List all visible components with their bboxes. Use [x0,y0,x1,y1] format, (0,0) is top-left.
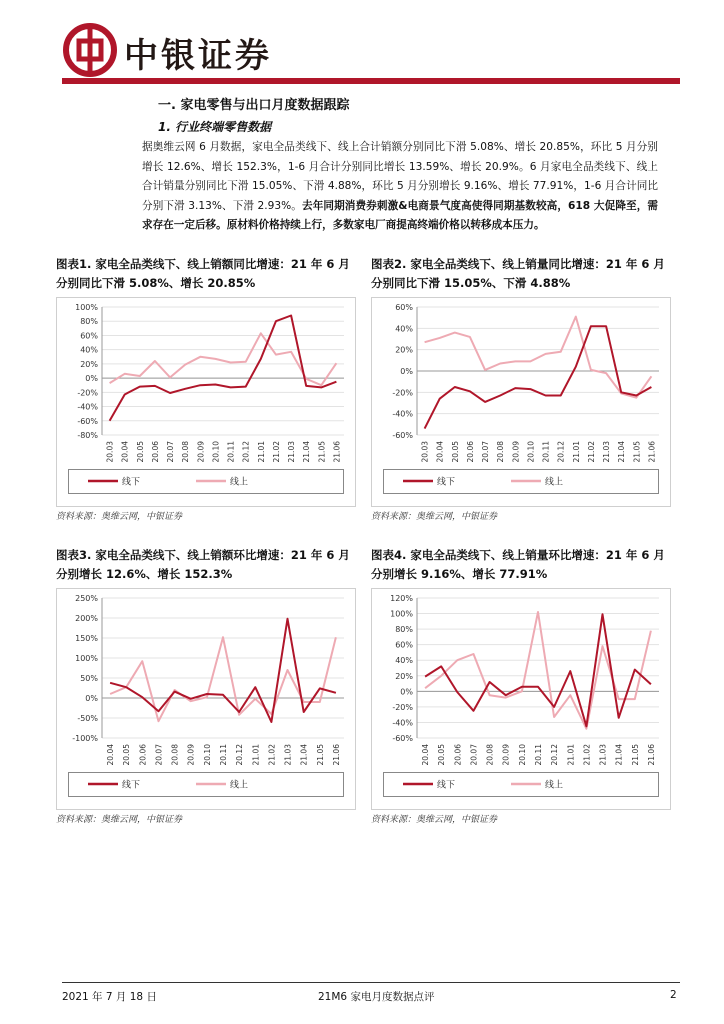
chart-4-plot [371,588,671,810]
x-tick-label: 20.12 [241,441,251,463]
legend-label: 线上 [545,477,564,488]
chart-title: 图表4. 家电全品类线下、线上销量环比增速：21 年 6 月分别增长 9.16%、增长 77.91% [371,548,665,581]
y-tick-label: -20% [392,388,413,398]
chart-source: 资料来源：奥维云网，中银证券 [371,512,498,522]
y-tick-label: -50% [77,714,98,723]
body-paragraph [142,138,658,236]
x-tick-label: 20.05 [135,441,145,463]
x-tick-label: 20.11 [226,441,236,463]
x-tick-label: 21.05 [317,441,327,463]
x-tick-label: 20.09 [511,441,521,463]
x-tick-label: 20.10 [517,744,527,766]
y-tick-label: 0% [400,367,413,376]
paragraph-bold: 去年同期消费券刺激&电商景气度高使得同期基数较高，618 大促降至，需求存在一定后移。原材料价格持续上行，多数家电厂商提高终端价格以转移成本压力。 [142,199,658,231]
y-tick-label: 40% [80,345,98,355]
section-title: 一. 家电零售与出口月度数据跟踪 [158,98,350,113]
x-tick-label: 20.09 [186,744,196,766]
chart-4 [371,546,671,825]
y-tick-label: 60% [395,640,413,650]
y-tick-label: 120% [390,594,413,603]
y-tick-label: -40% [392,718,413,728]
y-tick-label: 250% [75,594,98,603]
y-tick-label: 80% [395,625,413,635]
y-tick-label: -20% [392,702,413,712]
legend-label: 线下 [122,477,141,488]
x-tick-label: 21.03 [287,441,297,463]
x-tick-label: 21.02 [586,441,596,463]
legend-label: 线上 [230,780,249,791]
x-tick-label: 20.05 [437,744,447,766]
chart-source: 资料来源：奥维云网，中银证券 [371,815,498,825]
chart-1-plot [56,297,356,507]
y-tick-label: 100% [390,609,413,619]
x-tick-label: 21.03 [602,441,612,463]
x-tick-label: 20.04 [421,744,431,766]
footer-date: 2021 年 7 月 18 日 [62,991,157,1003]
chart-title: 图表3. 家电全品类线下、线上销额环比增速：21 年 6 月分别增长 12.6%、增长 152.3% [56,548,350,581]
x-tick-label: 20.06 [465,441,475,463]
legend-label: 线上 [545,780,564,791]
x-tick-label: 20.08 [485,744,495,766]
x-tick-label: 20.05 [122,744,132,766]
x-tick-label: 20.04 [120,441,130,463]
chart-3 [56,546,356,825]
paragraph-normal: 据奥维云网 6 月数据，家电全品类线下、线上合计销额分别同比下滑 5.08%、增长 20.85%，环比 5 月分别增长 12.6%、增长 152.3%，1-6 月合计分别同比增长 13.59%、增长 20.9%。6 月家电全品类线下、线上合计销量分别同比下滑 15.05%、下滑 4.88%，环比 5 月分别增长 9.16%、增长 77.91%，1-6 月合计同比分别下滑 3.13%、下滑 2.93%。 [142,141,658,212]
x-tick-label: 21.06 [647,441,657,463]
y-tick-label: 60% [80,331,98,341]
y-tick-label: -60% [392,734,413,743]
legend-label: 线上 [230,477,249,488]
y-tick-label: -20% [77,388,98,398]
y-tick-label: 50% [80,674,98,683]
legend-label: 线下 [437,780,456,791]
x-tick-label: 21.02 [582,744,592,766]
x-tick-label: 21.04 [617,441,627,463]
y-tick-label: 20% [80,359,98,369]
x-tick-label: 20.09 [501,744,511,766]
chart-source: 资料来源：奥维云网，中银证券 [56,512,183,522]
x-tick-label: 20.10 [526,441,536,463]
x-tick-label: 20.08 [170,744,180,766]
y-tick-label: 0% [85,374,98,384]
x-tick-label: 21.06 [646,744,656,766]
chart-source: 资料来源：奥维云网，中银证券 [56,815,183,825]
y-tick-label: -80% [77,431,98,440]
y-tick-label: 100% [75,303,98,312]
bank-of-china-logo [62,22,118,78]
x-tick-label: 21.02 [271,441,281,463]
footer-title: 21M6 家电月度数据点评 [318,991,435,1003]
x-tick-label: 20.07 [469,744,479,766]
y-tick-label: 40% [395,656,413,666]
y-tick-label: 20% [395,345,413,355]
footer-page: 2 [670,989,677,1001]
x-tick-label: 20.10 [211,441,221,463]
x-tick-label: 20.07 [481,441,491,463]
y-tick-label: 80% [80,317,98,327]
x-tick-label: 20.07 [166,441,176,463]
x-tick-label: 21.03 [283,744,293,766]
x-tick-label: 21.06 [331,744,341,766]
x-tick-label: 21.01 [251,744,261,766]
y-tick-label: 0% [400,687,413,697]
x-tick-label: 21.06 [332,441,342,463]
chart-2 [371,255,671,522]
x-tick-label: 20.12 [556,441,566,463]
x-tick-label: 21.05 [632,441,642,463]
x-tick-label: 20.12 [550,744,560,766]
y-tick-label: -100% [72,734,98,743]
y-tick-label: 100% [75,654,98,663]
y-tick-label: -40% [392,409,413,419]
chart-1 [56,255,356,522]
chart-title: 图表2. 家电全品类线下、线上销量同比增速：21 年 6 月分别同比下滑 15.05%、下滑 4.88% [371,257,665,290]
x-tick-label: 21.05 [315,744,325,766]
x-tick-label: 20.06 [138,744,148,766]
x-tick-label: 20.08 [496,441,506,463]
y-tick-label: 60% [395,303,413,312]
x-tick-label: 20.11 [534,744,543,766]
chart-3-plot [56,588,356,810]
x-tick-label: 21.04 [302,441,312,463]
x-tick-label: 20.04 [435,441,445,463]
x-tick-label: 20.04 [106,744,116,766]
y-tick-label: 200% [75,614,98,623]
x-tick-label: 20.07 [154,744,164,766]
x-tick-label: 20.06 [453,744,463,766]
y-tick-label: 0% [85,694,98,703]
x-tick-label: 20.10 [202,744,212,766]
x-tick-label: 20.09 [196,441,206,463]
x-tick-label: 20.05 [450,441,460,463]
x-tick-label: 21.01 [256,441,266,463]
chart-2-plot [371,297,671,507]
x-tick-label: 20.12 [235,744,245,766]
y-tick-label: -60% [77,416,98,426]
legend-label: 线下 [437,477,456,488]
brand-name: 中银证券 [124,36,272,76]
x-tick-label: 21.05 [630,744,640,766]
x-tick-label: 21.01 [566,744,576,766]
y-tick-label: 150% [75,634,98,643]
y-tick-label: 20% [395,671,413,681]
x-tick-label: 20.06 [150,441,160,463]
x-tick-label: 21.02 [267,744,277,766]
chart-title: 图表1. 家电全品类线下、线上销额同比增速：21 年 6 月分别同比下滑 5.08%、增长 20.85% [56,257,350,290]
x-tick-label: 20.11 [219,744,228,766]
x-tick-label: 21.03 [598,744,608,766]
header-divider [62,78,680,84]
subsection-title: 1. 行业终端零售数据 [158,120,272,134]
footer-divider [62,982,680,983]
x-tick-label: 20.03 [420,441,430,463]
x-tick-label: 21.01 [571,441,581,463]
x-tick-label: 21.04 [299,744,309,766]
x-tick-label: 21.04 [614,744,624,766]
y-tick-label: -60% [392,431,413,440]
x-tick-label: 20.08 [181,441,191,463]
x-tick-label: 20.03 [105,441,115,463]
y-tick-label: 40% [395,324,413,334]
x-tick-label: 20.11 [541,441,551,463]
legend-label: 线下 [122,780,141,791]
y-tick-label: -40% [77,402,98,412]
